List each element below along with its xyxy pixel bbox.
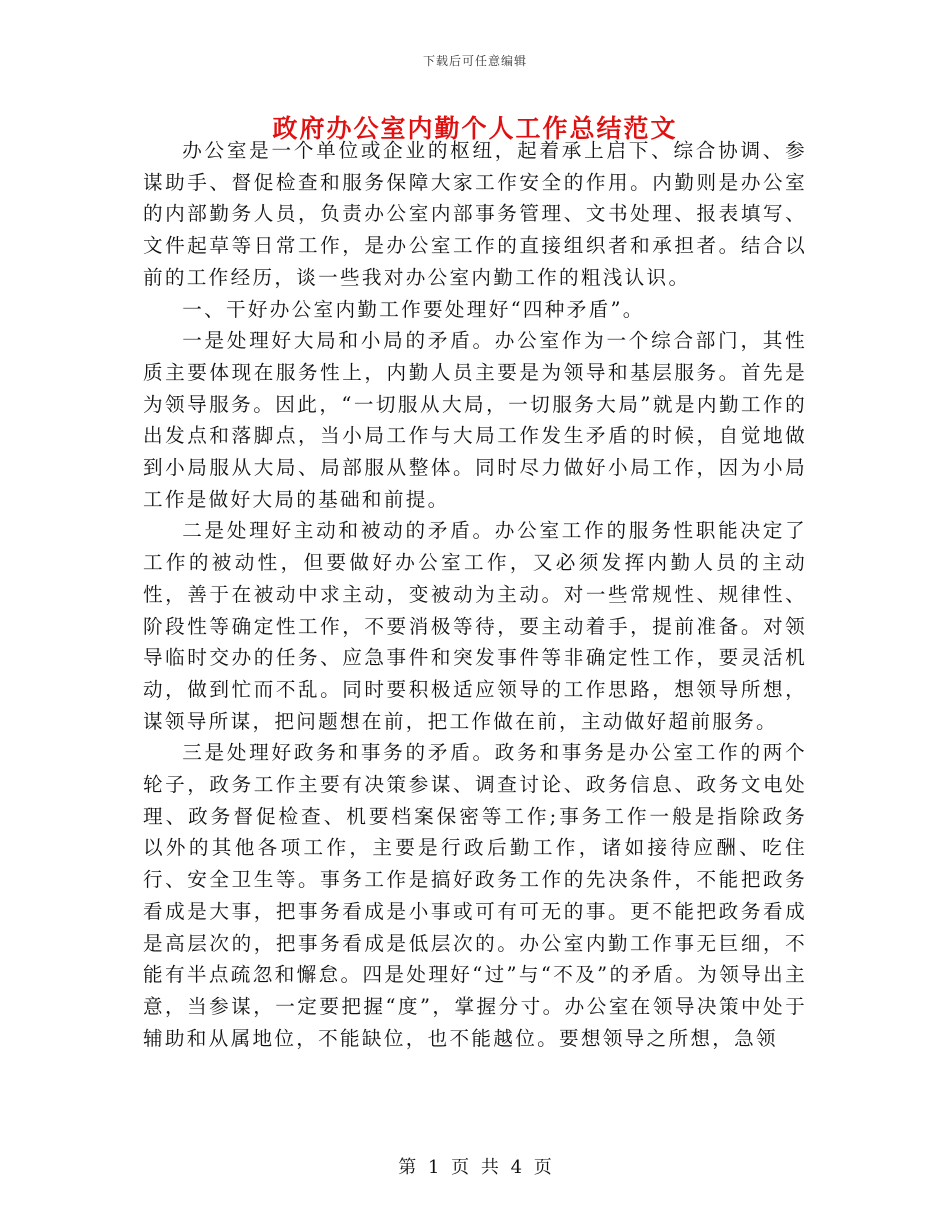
document-title: 政府办公室内勤个人工作总结范文 xyxy=(272,114,678,143)
paragraph-point-three: 三是处理好政务和事务的矛盾。政务和事务是办公室工作的两个轮子，政务工作主要有决策参谋、调查讨论、政务信息、政务文电处理、政务督促检查、机要档案保密等工作;事务工作一般是指除政务以外的其他各项工作，主要是行政后勤工作，诸如接待应酬、吃住行、安全卫生等。事务工作是搞好政务工作的先决条件，不能把政务看成是大事，把事务看成是小事或可有可无的事。更不能把政务看成是高层次的，把事务看成是低层次的。办公室内勤工作事无巨细，不能有半点疏忽和懈怠。四是处理好“过”与“不及”的矛盾。为领导出主意，当参谋，一定要把握“度”，掌握分寸。办公室在领导决策中处于辅助和从属地位，不能缺位，也不能越位。要想领导之所想，急领 xyxy=(143,741,807,1050)
paragraph-intro: 办公室是一个单位或企业的枢纽，起着承上启下、综合协调、参谋助手、督促检查和服务保障大家工作安全的作用。内勤则是办公室的内部勤务人员，负责办公室内部事务管理、文书处理、报表填写、文件起草等日常工作，是办公室工作的直接组织者和承担者。结合以前的工作经历，谈一些我对办公室内勤工作的粗浅认识。 xyxy=(143,139,807,289)
header-note: 下载后可任意编辑 xyxy=(422,54,527,68)
paragraph-section-heading: 一、干好办公室内勤工作要处理好“四种矛盾”。 xyxy=(182,297,645,321)
paragraph-point-one: 一是处理好大局和小局的矛盾。办公室作为一个综合部门，其性质主要体现在服务性上，内勤人员主要是为领导和基层服务。首先是为领导服务。因此，“一切服从大局，一切服务大局”就是内勤工作的出发点和落脚点，当小局工作与大局工作发生矛盾的时候，自觉地做到小局服从大局、局部服从整体。同时尽力做好小局工作，因为小局工作是做好大局的基础和前提。 xyxy=(143,329,807,511)
page-footer: 第 1 页 共 4 页 xyxy=(398,1157,552,1178)
document-body xyxy=(143,135,807,1054)
paragraph-point-two: 二是处理好主动和被动的矛盾。办公室工作的服务性职能决定了工作的被动性，但要做好办公室工作，又必须发挥内勤人员的主动性，善于在被动中求主动，变被动为主动。对一些常规性、规律性、阶段性等确定性工作，不要消极等待，要主动着手，提前准备。对领导临时交办的任务、应急事件和突发事件等非确定性工作，要灵活机动，做到忙而不乱。同时要积极适应领导的工作思路，想领导所想，谋领导所谋，把问题想在前，把工作做在前，主动做好超前服务。 xyxy=(143,519,807,733)
